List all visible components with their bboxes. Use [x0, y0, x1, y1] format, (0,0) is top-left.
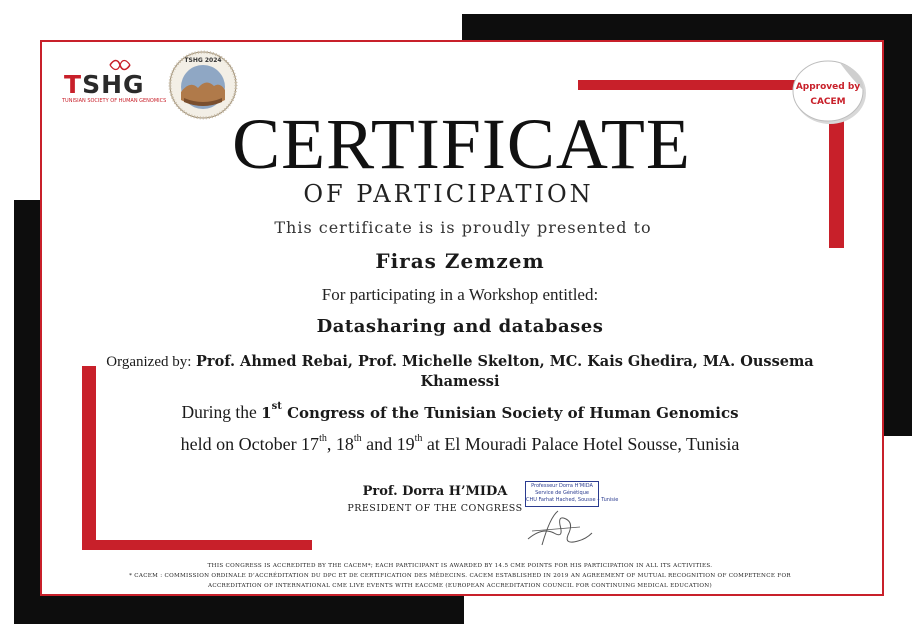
accreditation-note: THIS CONGRESS IS ACCREDITED BY THE CACEM*; EACH PARTICIPANT IS AWARDED BY 14.5 CME POINTS FOR HIS PARTICIPATION IN ALL ITS ACTIVITIES.	[207, 563, 713, 569]
signatory-role: PRESIDENT OF THE CONGRESS	[347, 503, 523, 514]
congress-line	[60, 402, 860, 423]
organized-by	[100, 352, 820, 392]
participating-text: For participating in a Workshop entitled:	[321, 285, 599, 304]
congress-name: 1st Congress of the Tunisian Society of Human Genomics	[261, 401, 739, 422]
seal-label: TSHG 2024	[184, 57, 222, 64]
red-accent-bar-bottom	[82, 540, 312, 550]
workshop-title: Datasharing and databases	[316, 316, 604, 337]
presented-to-text: This certificate is is proudly presented to	[274, 218, 652, 237]
certificate-subtitle: OF PARTICIPATION	[303, 180, 594, 208]
black-frame-right	[880, 14, 912, 436]
badge-line1: Approved by	[795, 82, 861, 92]
organizers-list: Prof. Ahmed Rebai, Prof. Michelle Skelton, MC. Kais Ghedira, MA. Oussema Khamessi	[196, 353, 814, 390]
badge-line2: CACEM	[810, 97, 846, 107]
tshg-logo	[62, 58, 167, 108]
signatory-name: Prof. Dorra H’MIDA	[362, 484, 508, 499]
logo-wordmark: TSHG	[64, 70, 145, 99]
handwritten-signature	[520, 505, 600, 551]
logo-subtitle: TUNISIAN SOCIETY OF HUMAN GENOMICS	[62, 98, 167, 104]
certificate-title: CERTIFICATE	[232, 104, 691, 184]
cacem-note-line1: * CACEM : COMMISSION ORDINALE D’ACCRÉDITATION DU DPC ET DE CERTIFICATION DES MÉDECINS. CACEM ESTABLISHED IN 2019 AN AGREEMENT OF MUTUAL RECOGNITION OF COMPETENCE FOR	[129, 573, 791, 579]
dates-location-line: held on October 17th, 18th and 19th at El Mouradi Palace Hotel Sousse, Tunisia	[180, 433, 740, 454]
recipient-name: Firas Zemzem	[375, 249, 545, 273]
black-frame-bottom-left	[14, 594, 464, 624]
during-prefix: During the	[181, 402, 257, 422]
cacem-note-line2: ACCREDITATION OF INTERNATIONAL CME LIVE EVENTS WITH EACCME (EUROPEAN ACCREDITATION COUNCIL FOR CONTINUING MEDICAL EDUCATION)	[208, 583, 712, 589]
official-stamp: Professeur Dorra H’MIDA Service de Génétique CHU Farhat Hached, Sousse – Tunisie	[525, 481, 599, 507]
organized-label: Organized by:	[106, 354, 192, 370]
